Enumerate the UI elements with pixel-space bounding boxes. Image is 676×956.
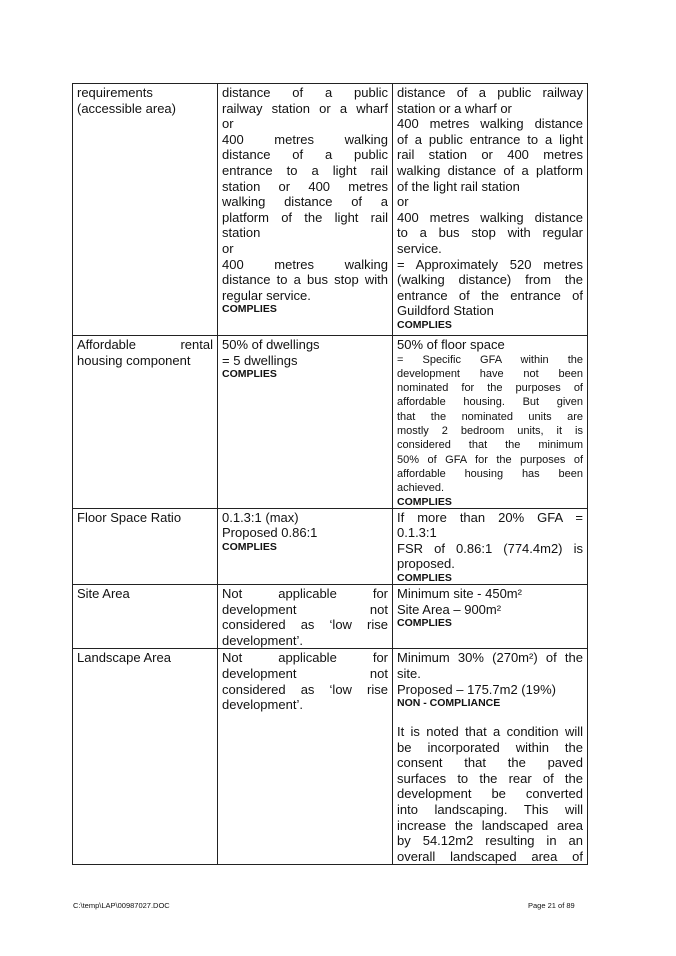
- paragraph-gap: [397, 709, 583, 724]
- proposal-text: considered that the minimum: [397, 439, 583, 452]
- proposal-text: Minimum site - 450m²: [397, 585, 522, 601]
- proposal-text: of a public entrance to a light: [397, 131, 583, 147]
- proposal-cell: [393, 584, 588, 648]
- control-cell: [218, 508, 393, 584]
- proposal-cell: [393, 336, 588, 509]
- proposal-text: 0.1.3:1: [397, 525, 437, 541]
- control-text: development’.: [222, 697, 303, 713]
- criteria-text: (accessible area): [77, 100, 176, 116]
- control-text: 400 metres walking: [222, 131, 388, 147]
- criteria-text: Landscape Area: [77, 650, 171, 666]
- status-label: NON - COMPLIANCE: [397, 697, 501, 710]
- control-text: station or 400 metres: [222, 178, 388, 194]
- control-text: platform of the light rail: [222, 209, 388, 225]
- proposal-text: achieved.: [397, 482, 445, 495]
- requirements-row: [73, 84, 588, 336]
- status-label: COMPLIES: [397, 571, 452, 584]
- criteria-text: Site Area: [77, 585, 130, 601]
- proposal-text: development have not been: [397, 367, 583, 380]
- status-label: COMPLIES: [397, 495, 452, 508]
- proposal-text: (walking distance) from the: [397, 272, 583, 288]
- control-text: station: [222, 225, 261, 241]
- proposal-text: = Approximately 520 metres: [397, 256, 583, 272]
- status-label: COMPLIES: [222, 303, 277, 316]
- footer-file-path: C:\temp\LAP\00987027.DOC: [73, 901, 170, 910]
- control-text: Not applicable for: [222, 585, 388, 601]
- proposal-text: that the nominated units are: [397, 410, 583, 423]
- proposal-text: nominated for the purposes of: [397, 382, 583, 395]
- control-cell: [218, 584, 393, 648]
- proposal-text: site.: [397, 665, 421, 681]
- control-text: considered as ‘low rise: [222, 617, 388, 633]
- control-text: 400 metres walking: [222, 256, 388, 272]
- control-text: walking distance of a: [222, 194, 388, 210]
- control-text: entrance to a light rail: [222, 162, 388, 178]
- proposal-text: affordable housing. But given: [397, 396, 583, 409]
- criteria-cell: [73, 584, 218, 648]
- proposal-text: 50% of floor space: [397, 337, 505, 352]
- proposal-text: rail station or 400 metres: [397, 147, 583, 163]
- floor-space-ratio-row: [73, 508, 588, 584]
- proposal-text: or: [397, 194, 409, 210]
- footer-page-number: Page 21 of 89: [528, 901, 575, 910]
- control-text: or: [222, 240, 234, 256]
- control-cell: [218, 649, 393, 865]
- proposal-text: Proposed – 175.7m2 (19%): [397, 681, 556, 697]
- proposal-text: entrance of the entrance of: [397, 287, 583, 303]
- status-label: COMPLIES: [397, 318, 452, 331]
- criteria-cell: [73, 84, 218, 336]
- control-text: considered as ‘low rise: [222, 681, 388, 697]
- control-text: = 5 dwellings: [222, 352, 298, 368]
- proposal-text: walking distance of a platform: [397, 162, 583, 178]
- proposal-text: Guildford Station: [397, 303, 494, 319]
- proposal-text: proposed.: [397, 556, 455, 572]
- criteria-text: housing component: [77, 352, 191, 368]
- compliance-table: [72, 83, 588, 865]
- proposal-text: = Specific GFA within the: [397, 353, 583, 366]
- control-text: distance of a public: [222, 85, 388, 100]
- criteria-cell: [73, 508, 218, 584]
- note-text: increase the landscaped area: [397, 817, 583, 833]
- status-label: COMPLIES: [397, 617, 452, 630]
- note-text: be incorporated within the: [397, 739, 583, 755]
- control-text: distance of a public: [222, 147, 388, 163]
- proposal-text: station or a wharf or: [397, 100, 512, 116]
- proposal-cell: [393, 649, 588, 865]
- proposal-text: affordable housing has been: [397, 467, 583, 480]
- control-text: or: [222, 116, 234, 132]
- criteria-text: requirements: [77, 85, 153, 100]
- proposal-text: 400 metres walking distance: [397, 209, 583, 225]
- control-text: railway station or a wharf: [222, 100, 388, 116]
- proposal-text: of the light rail station: [397, 178, 520, 194]
- control-cell: [218, 84, 393, 336]
- control-text: development not: [222, 601, 388, 617]
- proposal-text: distance of a public railway: [397, 85, 583, 100]
- affordable-rental-row: [73, 336, 588, 509]
- control-text: regular service.: [222, 287, 311, 303]
- control-cell: [218, 336, 393, 509]
- proposal-cell: [393, 84, 588, 336]
- proposal-text: Site Area – 900m²: [397, 601, 502, 617]
- note-text: surfaces to the rear of the: [397, 770, 583, 786]
- proposal-cell: [393, 508, 588, 584]
- criteria-text: Affordable rental: [77, 337, 213, 352]
- control-text: 50% of dwellings: [222, 337, 320, 352]
- control-text: distance to a bus stop with: [222, 272, 388, 288]
- note-text: consent that the paved: [397, 755, 583, 771]
- note-text: It is noted that a condition will: [397, 724, 583, 740]
- proposal-text: service.: [397, 240, 442, 256]
- note-text: development be converted: [397, 786, 583, 802]
- proposal-text: FSR of 0.86:1 (774.4m2) is: [397, 540, 583, 556]
- proposal-text: 400 metres walking distance: [397, 116, 583, 132]
- control-text: development not: [222, 665, 388, 681]
- note-text: overall landscaped area of: [397, 848, 583, 864]
- control-text: development’.: [222, 632, 303, 648]
- criteria-cell: [73, 649, 218, 865]
- proposal-text: 50% of GFA for the purposes of: [397, 453, 583, 466]
- status-label: COMPLIES: [222, 368, 277, 381]
- proposal-text: If more than 20% GFA =: [397, 509, 583, 525]
- control-text: 0.1.3:1 (max): [222, 509, 299, 525]
- control-text: Not applicable for: [222, 650, 388, 666]
- proposal-text: mostly 2 bedroom units, it is: [397, 425, 583, 438]
- status-label: COMPLIES: [222, 540, 277, 553]
- proposal-text: Minimum 30% (270m²) of the: [397, 650, 583, 666]
- proposal-text: to a bus stop with regular: [397, 225, 583, 241]
- site-area-row: [73, 584, 588, 648]
- note-text: by 54.12m2 resulting in an: [397, 833, 583, 849]
- criteria-text: Floor Space Ratio: [77, 509, 182, 525]
- criteria-cell: [73, 336, 218, 509]
- landscape-area-row: [73, 649, 588, 865]
- note-text: into landscaping. This will: [397, 802, 583, 818]
- control-text: Proposed 0.86:1: [222, 525, 318, 541]
